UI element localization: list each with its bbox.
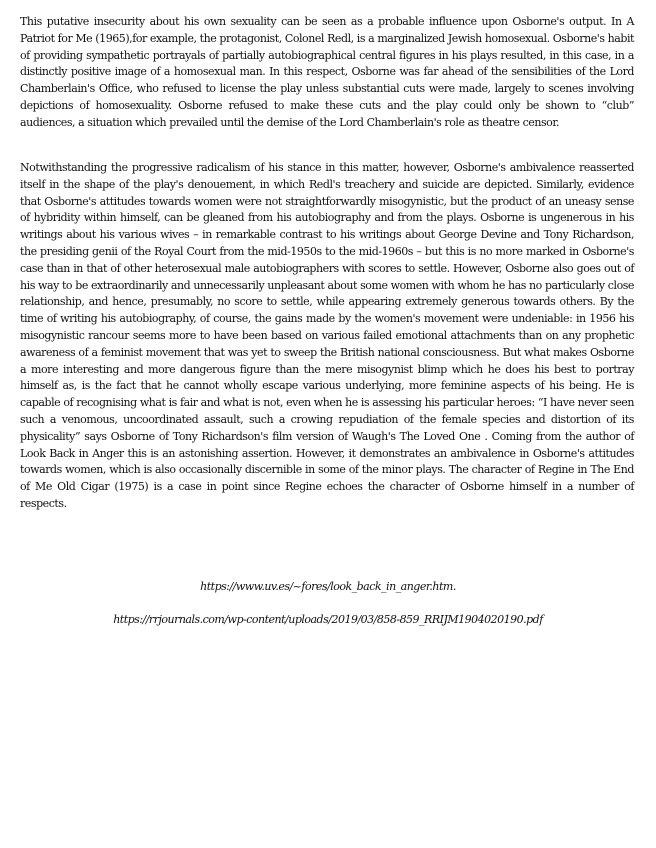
footnote-link[interactable]: https://www.uv.es/~fores/look_back_in_anger.htm. — [200, 580, 456, 593]
body-paragraph: This putative insecurity about his own sexuality can be seen as a probable influence upon Osborne's output. In A Patriot for Me (1965),for example, the protagonist, Colonel Redl, is a marginalized Jewish homosexual. Osborne's habit of providing sympathetic portrayals of partially autobiographical central figures in his plays resulted, in this case, in a distinctly positive image of a homosexual man. In this respect, Osborne was far ahead of the sensibilities of the Lord Chamberlain's Office, who refused to license the play unless substantial cuts were made, largely to scenes involving depictions of homosexuality. Osborne refused to make these cuts and the play could only be shown to “club” audiences, a situation which prevailed until the demise of the Lord Chamberlain's role as theatre censor. — [20, 15, 634, 129]
body-paragraph: Notwithstanding the progressive radicalism of his stance in this matter, however, Osborne's ambivalence reasserted itself in the shape of the play's denouement, in which Redl's treachery and suicide are depicted. Similarly, evidence that Osborne's attitudes towards women were not straightforwardly misogynistic, but the product of an uneasy sense of hybridity within himself, can be gleaned from his autobiography and from the plays. Osborne is ungenerous in his writings about his various wives – in remarkable contrast to his writings about George Devine and Tony Richardson, the presiding genii of the Royal Court from the mid-1950s to the mid-1960s – but this is no more marked in Osborne's case than in that of other heterosexual male autobiographers with scores to settle. However, Osborne also goes out of his way to be extraordinarily and unnecessarily unpleasant about some women with whom he has no particularly close relationship, and hence, presumably, no score to settle, while appearing extremely generous towards others. By the time of writing his autobiography, of course, the gains made by the women's movement were undeniable: in 1956 his misogynistic rancour seems more to have been based on various failed emotional attachments than on any prophetic awareness of a feminist movement that was yet to sweep the British national consciousness. But what makes Osborne a more interesting and more dangerous figure than the mere misogynist blimp which he does his best to portray himself as, is the fact that he cannot wholly escape various underlying, more feminine aspects of his being. He is capable of recognising what is fair and what is not, even when he is assessing his particular heroes: “I have never seen such a venomous, uncoordinated assault, such a crowing repudiation of the female species and distortion of its physicality” says Osborne of Tony Richardson's film version of Waugh's The Loved One . Coming from the author of Look Back in Anger this is an astonishing assertion. However, it demonstrates an ambivalence in Osborne's attitudes towards women, which is also occasionally discernible in some of the minor plays. The character of Regine in The End of Me Old Cigar (1975) is a case in point since Regine echoes the character of Osborne himself in a number of respects. — [20, 161, 634, 510]
footnote-link[interactable]: https://rrjournals.com/wp-content/uploads/2019/03/858-859_RRIJM1904020190.pdf — [113, 613, 543, 626]
